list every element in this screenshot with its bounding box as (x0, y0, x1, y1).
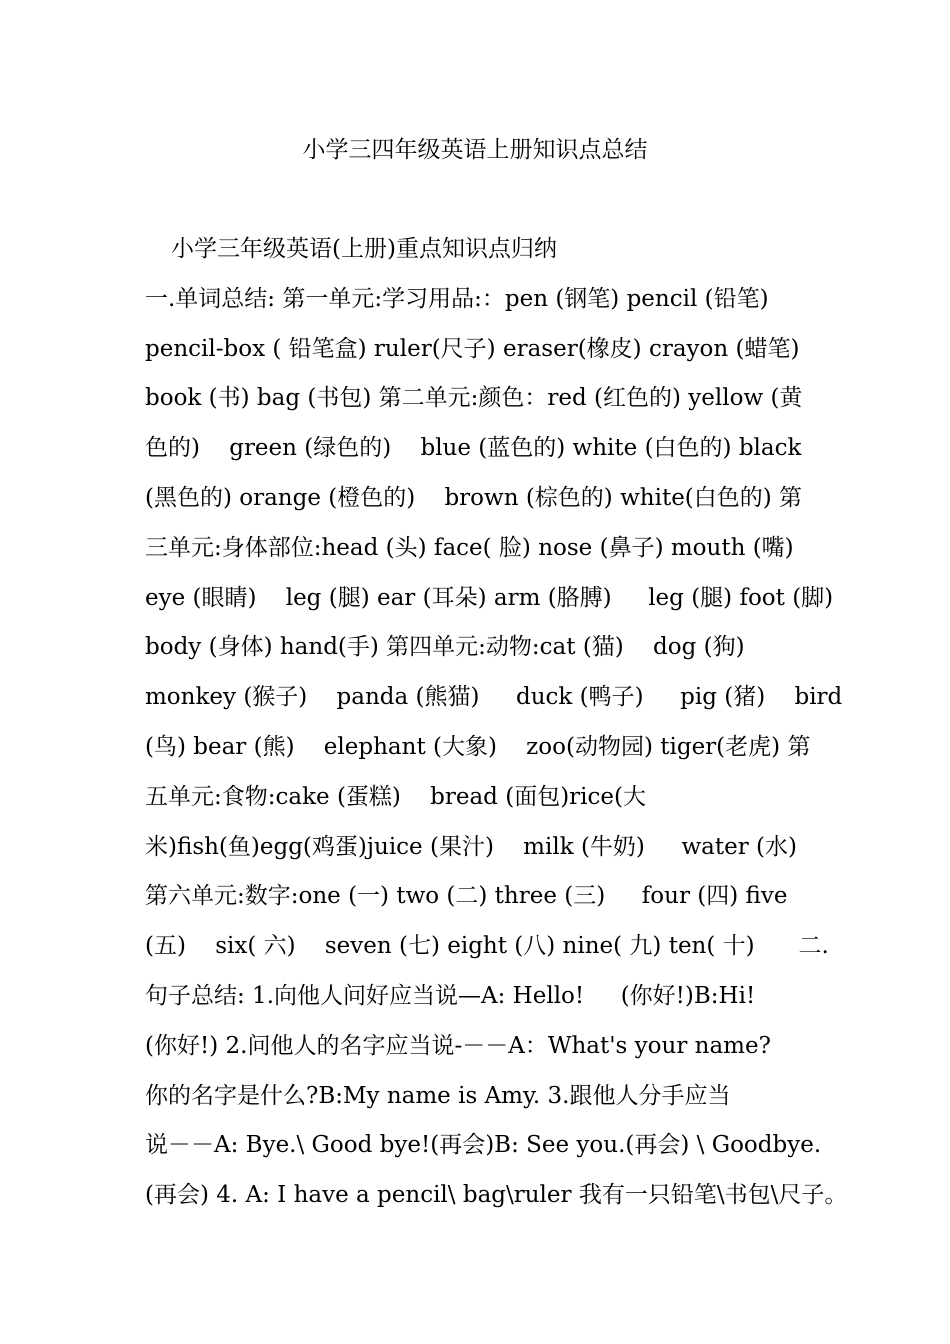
text-line: monkey (猴子) panda (熊猫) duck (鸭子) pig (猪) bird (145, 684, 843, 711)
text-line: 米)fish(鱼)egg(鸡蛋)juice (果汁) milk (牛奶) water (水) (145, 833, 797, 860)
section-heading: 小学三年级英语(上册)重点知识点归纳 (171, 236, 557, 262)
text-line: 第六单元:数字:one (一) two (二) three (三) four (四) five (145, 883, 788, 910)
text-line: eye (眼睛) leg (腿) ear (耳朵) arm (胳膊) leg (腿) foot (脚) (145, 584, 834, 611)
document-body (145, 231, 848, 1227)
text-line: 三单元:身体部位:head (头) face( 脸) nose (鼻子) mouth (嘴) (145, 534, 794, 561)
text-line: (鸟) bear (熊) elephant (大象) zoo(动物园) tiger(老虎) 第 (145, 733, 811, 760)
text-line: 说－－A: Bye.\ Good bye!(再会)B: See you.(再会) \ Goodbye. (145, 1132, 822, 1159)
text-line: (你好!) 2.问他人的名字应当说-－－A：What's your name? (145, 1032, 771, 1059)
text-line: book (书) bag (书包) 第二单元:颜色：red (红色的) yellow (黄 (145, 385, 803, 412)
text-line: 一.单词总结: 第一单元:学习用品:：pen (钢笔) pencil (铅笔) (145, 285, 769, 312)
text-line: (五) six( 六) seven (七) eight (八) nine( 九) ten( 十) 二. (145, 933, 829, 960)
text-line: pencil-box ( 铅笔盒) ruler(尺子) eraser(橡皮) crayon (蜡笔) (145, 335, 800, 362)
text-line: 你的名字是什么?B:My name is Amy. 3.跟他人分手应当 (145, 1082, 731, 1109)
document-title: 小学三四年级英语上册知识点总结 (302, 137, 648, 163)
text-line: 五单元:食物:cake (蛋糕) bread (面包)rice(大 (145, 783, 646, 810)
text-line: body (身体) hand(手) 第四单元:动物:cat (猫) dog (狗) (145, 634, 745, 661)
text-line: 句子总结: 1.向他人问好应当说—A: Hello! (你好!)B:Hi! (145, 982, 756, 1009)
text-line: 色的) green (绿色的) blue (蓝色的) white (白色的) black (145, 435, 802, 462)
text-line: (黑色的) orange (橙色的) brown (棕色的) white(白色的) 第 (145, 484, 803, 511)
text-line: (再会) 4. A: I have a pencil\ bag\ruler 我有一只铅笔\书包\尺子。 (145, 1182, 848, 1209)
